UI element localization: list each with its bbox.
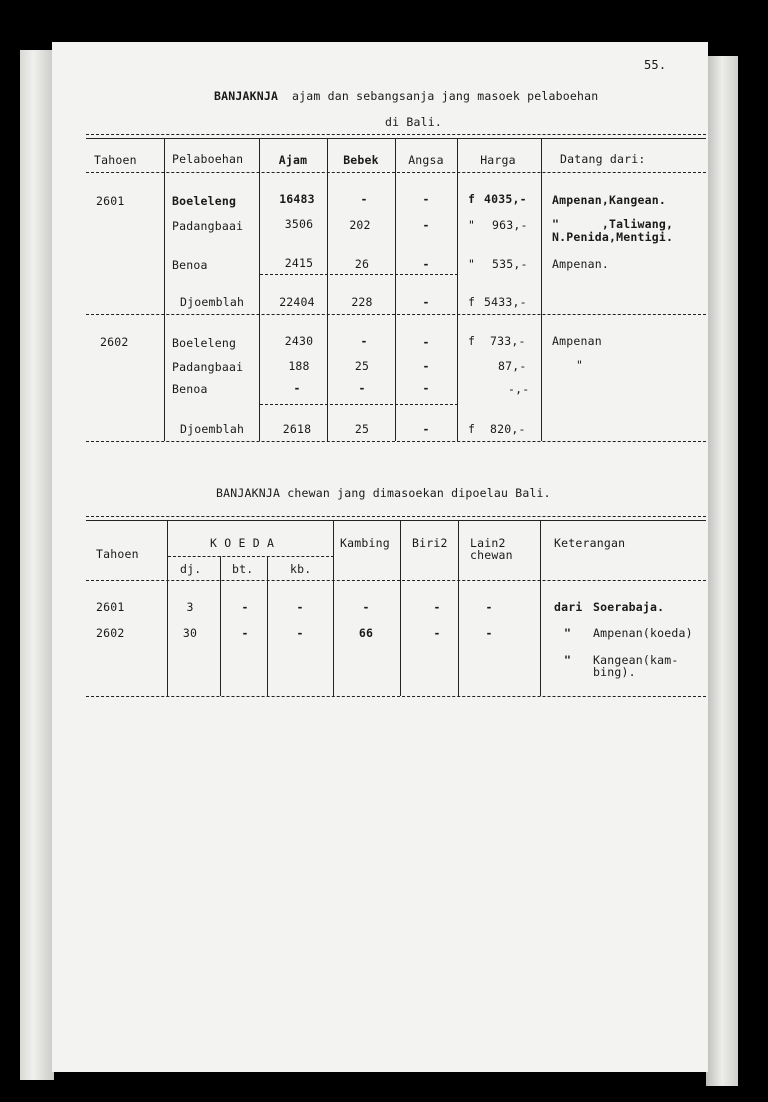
row-ket-prefix: dari — [554, 600, 583, 614]
row-dari: Ampenan. — [552, 257, 609, 271]
document-page — [52, 42, 708, 1072]
table2-col-divider — [333, 520, 334, 696]
row-year: 2602 — [100, 335, 129, 349]
t2-header-dj: dj. — [180, 562, 202, 576]
t2-header-kambing: Kambing — [340, 536, 390, 550]
row-harga: 4035,- — [484, 192, 527, 206]
row-dj: 3 — [186, 600, 194, 614]
table2-header-rule — [86, 580, 706, 581]
t2-header-tahoen: Tahoen — [96, 547, 139, 561]
table2-title: BANJAKNJA chewan jang dimasoekan dipoelau Bali. — [216, 486, 551, 500]
row-angsa: - — [422, 295, 430, 309]
row-angsa: - — [422, 257, 430, 271]
row-angsa: - — [422, 422, 430, 436]
t2-header-keterangan: Keterangan — [554, 536, 626, 550]
t2-header-koeda: K O E D A — [210, 536, 275, 550]
row-angsa: - — [422, 359, 430, 373]
row-bebek: 25 — [354, 359, 370, 373]
table2-rule-top — [86, 516, 706, 517]
table2-koeda-rule — [168, 556, 334, 557]
row-ajam: 16483 — [279, 192, 315, 206]
t1-header-tahoen: Tahoen — [94, 153, 137, 167]
row-harga: 5433,- — [484, 295, 527, 309]
t1-header-ajam: Ajam — [278, 153, 308, 167]
table1-title-bold: BANJAKNJA — [214, 89, 279, 103]
table1-rule-top2 — [86, 138, 706, 139]
row-ket-prefix: " — [564, 653, 572, 667]
table2-bottom-rule — [86, 696, 706, 697]
row-port: Benoa — [172, 258, 208, 272]
row-ajam: 2430 — [284, 334, 314, 348]
table1-bottom-rule — [86, 441, 706, 442]
row-dari: " — [576, 358, 584, 372]
row-ajam: 2618 — [282, 422, 312, 436]
left-binding-edge — [20, 50, 54, 1080]
row-harga: 733,- — [490, 334, 526, 348]
row-kambing: - — [362, 600, 370, 614]
row-bebek: - — [360, 334, 368, 348]
table1-col-divider — [395, 138, 396, 441]
row-bt: - — [241, 600, 249, 614]
table1-rule-top — [86, 134, 706, 135]
t1-header-angsa: Angsa — [408, 153, 444, 167]
row-port: Benoa — [172, 382, 208, 396]
row-currency: " — [468, 218, 476, 232]
row-currency: f — [468, 295, 476, 309]
row-bebek: 25 — [354, 422, 370, 436]
right-binding-edge — [706, 56, 738, 1086]
row-angsa: - — [422, 381, 430, 395]
row-dari: Ampenan — [552, 334, 602, 348]
row-angsa: - — [422, 218, 430, 232]
row-currency: f — [468, 192, 476, 206]
table1-col-divider — [164, 138, 165, 441]
row-ajam: 22404 — [279, 295, 315, 309]
row-currency: f — [468, 334, 476, 348]
row-dari-cont: N.Penida,Mentigi. — [552, 230, 674, 244]
row-port: Djoemblah — [180, 295, 245, 309]
row-year: 2601 — [96, 194, 125, 208]
row-year: 2601 — [96, 600, 125, 614]
row-bt: - — [241, 626, 249, 640]
row-currency: f — [468, 422, 476, 436]
table1-header-rule — [86, 172, 706, 173]
table1-col-divider — [541, 138, 542, 441]
row-bebek: 26 — [354, 257, 370, 271]
table2-col-divider — [267, 556, 268, 696]
row-dari: Ampenan,Kangean. — [552, 193, 666, 207]
row-kambing: 66 — [358, 626, 374, 640]
row-ket: Soerabaja. — [593, 600, 665, 614]
row-angsa: - — [422, 335, 430, 349]
row-bebek: 228 — [351, 295, 373, 309]
row-bebek: 202 — [349, 218, 371, 232]
table1-col-divider — [327, 138, 328, 441]
row-bebek: - — [358, 381, 366, 395]
table1-title-rest: ajam dan sebangsanja jang masoek pelaboehan — [292, 89, 599, 103]
t2-header-bt: bt. — [232, 562, 254, 576]
row-ajam: 2415 — [284, 256, 314, 270]
row-port: Boeleleng — [172, 336, 237, 350]
row-harga: 535,- — [492, 257, 528, 271]
t2-header-chewan: chewan — [470, 548, 513, 562]
table1-title-line2: di Bali. — [385, 115, 442, 129]
table2-col-divider — [540, 520, 541, 696]
row-ajam: 3506 — [284, 217, 314, 231]
table2-col-divider — [220, 556, 221, 696]
row-year: 2602 — [96, 626, 125, 640]
table1-col-divider — [259, 138, 260, 441]
row-ket-prefix: " — [564, 626, 572, 640]
row-port: Djoemblah — [180, 422, 245, 436]
t2-header-lain: Lain2 — [470, 536, 506, 550]
table2-rule-top2 — [86, 520, 706, 521]
row-ket: Kangean(kam- — [593, 653, 679, 667]
row-kb: - — [296, 600, 304, 614]
row-bebek: - — [360, 192, 368, 206]
row-ket: Ampenan(koeda) — [593, 626, 693, 640]
row-ajam: 188 — [288, 359, 310, 373]
row-kb: - — [296, 626, 304, 640]
table1-subtotal-rule-2 — [260, 404, 458, 405]
table1-col-divider — [457, 138, 458, 441]
t1-header-datang: Datang dari: — [560, 152, 646, 166]
table2-col-divider — [167, 520, 168, 696]
t1-header-harga: Harga — [480, 153, 516, 167]
row-dari: " ,Taliwang, — [552, 217, 674, 231]
row-dj: 30 — [182, 626, 198, 640]
t2-header-biri: Biri2 — [412, 536, 448, 550]
row-port: Padangbaai — [172, 219, 244, 233]
row-port: Boeleleng — [172, 194, 237, 208]
row-port: Padangbaai — [172, 360, 244, 374]
row-harga: 963,- — [492, 218, 528, 232]
row-ajam: - — [293, 381, 301, 395]
row-currency: " — [468, 257, 476, 271]
table2-col-divider — [458, 520, 459, 696]
row-biri: - — [433, 626, 441, 640]
row-harga: 87,- — [498, 359, 527, 373]
table1-group-rule — [86, 314, 706, 315]
row-harga: 820,- — [490, 422, 526, 436]
row-angsa: - — [422, 192, 430, 206]
t1-header-pelaboehan: Pelaboehan — [172, 152, 244, 166]
row-harga: -,- — [508, 382, 530, 396]
row-lain: - — [485, 626, 493, 640]
table1-subtotal-rule-1 — [260, 274, 458, 275]
row-lain: - — [485, 600, 493, 614]
row-biri: - — [433, 600, 441, 614]
row-ket-cont: bing). — [593, 665, 636, 679]
table2-col-divider — [400, 520, 401, 696]
t2-header-kb: kb. — [290, 562, 312, 576]
t1-header-bebek: Bebek — [343, 153, 379, 167]
page-number: 55. — [644, 58, 667, 72]
